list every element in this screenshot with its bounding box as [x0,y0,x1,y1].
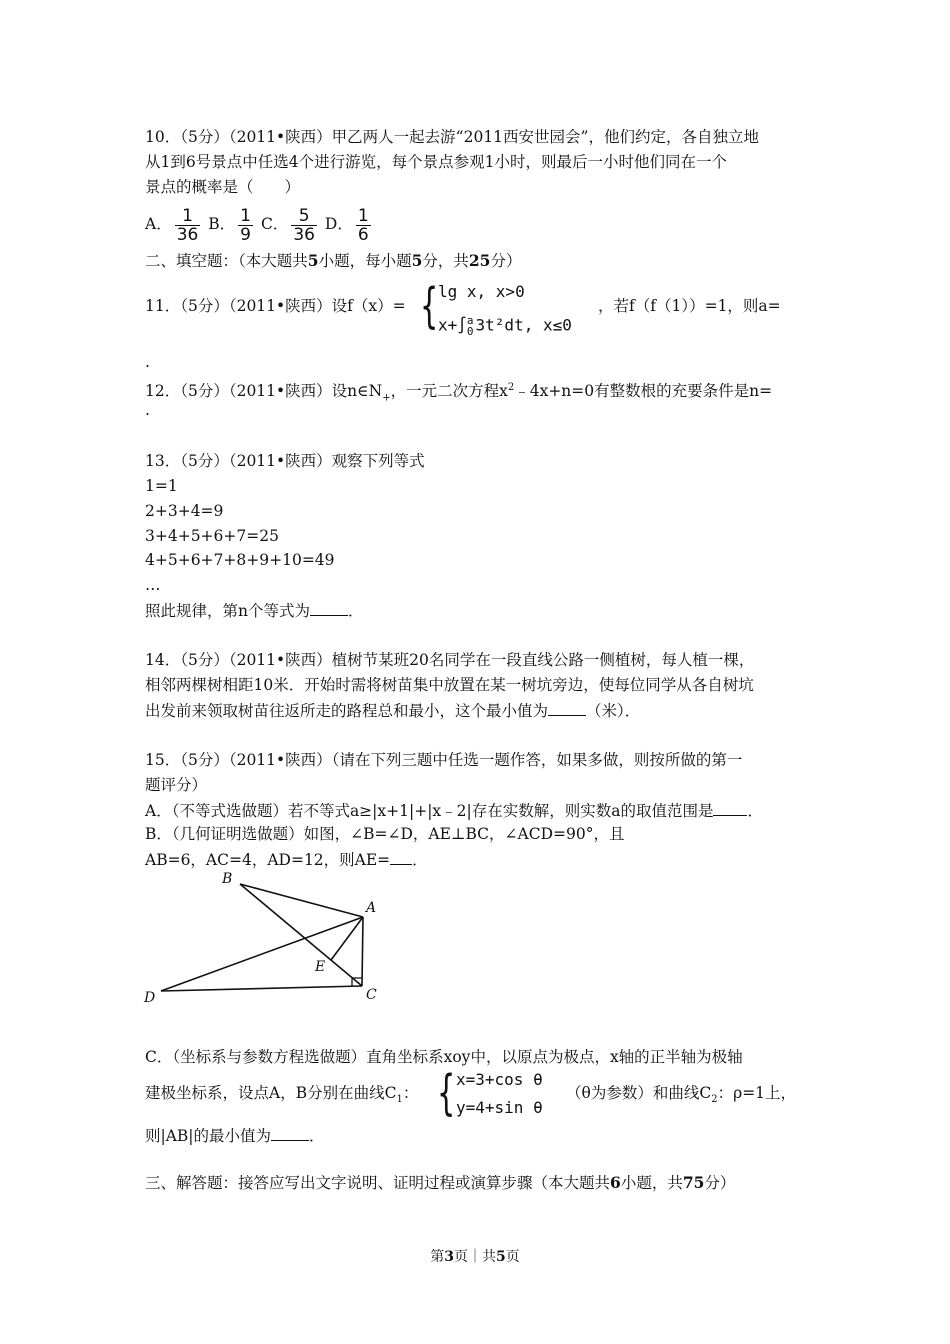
q11-case1: lg x, x>0 [438,282,525,301]
section3-heading: 三、解答题：接答应写出文字说明、证明过程或演算步骤（本大题共6小题，共75分） [145,1173,736,1192]
option-d-fraction: $\frac{1}{6}$ [357,205,369,245]
q14-line2: 相邻两棵树相距10米．开始时需将树苗集中放置在某一树坑旁边，使每位同学从各自树坑 [145,676,754,694]
q15-c-brace: { [437,1065,456,1121]
q11-prefix: 11．（5分）（2011•陕西）设f（x）= [145,297,406,315]
label-c: C [366,987,377,1003]
option-a-fraction: $\frac{1}{36}$ [176,205,199,245]
option-c-label: C． [260,215,289,233]
option-d-label: D． [324,215,353,233]
q13-eq-1: 1=1 [145,477,178,495]
q13-eq-2: 2+3+4=9 [145,502,224,520]
section2-heading: 二、填空题：（本大题共5小题，每小题5分，共25分） [145,251,522,270]
label-b: B [222,871,233,887]
q15-a: A．（不等式选做题）若不等式a≥|x+1|+|x﹣2|存在实数解，则实数a的取值范围是 ． [145,802,763,820]
q15-c2a: 建极坐标系，设点A，B分别在曲线$C_1$： [145,1084,419,1106]
q15-c1: C．（坐标系与参数方程选做题）直角坐标系xoy中，以原点为极点，x轴的正半轴为极轴 [145,1048,743,1066]
q12-tail: . [145,401,150,419]
q11-suffix: ，若f（f（1））=1，则a= [598,297,781,315]
option-c-fraction: $\frac{5}{36}$ [293,205,315,245]
answer-blank [713,800,747,816]
label-e: E [315,959,326,975]
q11-brace: { [420,278,439,334]
option-b-label: B． [208,215,236,233]
q11-case2: x+∫ a 0 3t²dt, x≤0 [438,314,572,338]
answer-blank [271,1125,309,1141]
q13-title: 13．（5分）（2011•陕西）观察下列等式 [145,452,425,470]
q13-eq-4: 4+5+6+7+8+9+10=49 [145,551,335,569]
q10-line3: 景点的概率是（ ） [145,178,301,196]
q14-line1: 14．（5分）（2011•陕西）植树节某班20名同学在一段直线公路一侧植树，每人植一棵， [145,651,755,669]
q14-line3: 出发前来领取树苗往返所走的路程总和最小，这个最小值为 （米）． [145,702,641,720]
q13-eq-5: … [145,576,161,594]
option-a-label: A． [145,215,172,233]
q10-line1: 10．（5分）（2011•陕西）甲乙两人一起去游“2011西安世园会”，他们约定，各自独立地 [145,128,759,146]
answer-blank [310,600,348,616]
page-footer: 第3页｜共5页 [430,1249,520,1265]
q15-b2: AB=6，AC=4，AD=12，则AE= ． [145,851,428,869]
q15-c-case1: x=3+cos θ [456,1070,543,1089]
q10-line2: 从1到6号景点中任选4个进行游览，每个景点参观1小时，则最后一小时他们同在一个 [145,153,727,171]
segment-dc [161,986,362,991]
q10-options [145,204,374,244]
q15-c-case2: y=4+sin θ [456,1098,543,1117]
q15-line2: 题评分） [145,776,208,794]
q13-last: 照此规律，第n个等式为 ． [145,602,364,620]
q15-c3: 则|AB|的最小值为 ． [145,1127,325,1145]
q15-b1: B．（几何证明选做题）如图，∠B=∠D，AE⊥BC，∠ACD=90°，且 [145,825,625,843]
segment-da [161,917,363,991]
geometry-figure [138,865,388,1010]
q11-tail: . [145,353,150,371]
label-a: A [366,900,377,916]
option-b-fraction: $\frac{1}{9}$ [240,205,251,245]
q15-line1: 15．（5分）（2011•陕西）（请在下列三题中任选一题作答，如果多做，则按所做的第一 [145,751,743,769]
answer-blank [390,849,412,865]
q12-line: 12．（5分）（2011•陕西）设$n\in N_+$，一元二次方程$x^2﹣4x+n=0$有整数根的充要条件是n= [145,382,773,404]
segment-ac [362,917,363,986]
segment-ba [240,884,363,917]
answer-blank [548,700,586,716]
segment-bc [240,884,362,986]
q15-c2b: （θ为参数）和曲线$C_2$：ρ=1上， [566,1084,797,1106]
label-d: D [144,990,156,1006]
q13-eq-3: 3+4+5+6+7=25 [145,527,279,545]
